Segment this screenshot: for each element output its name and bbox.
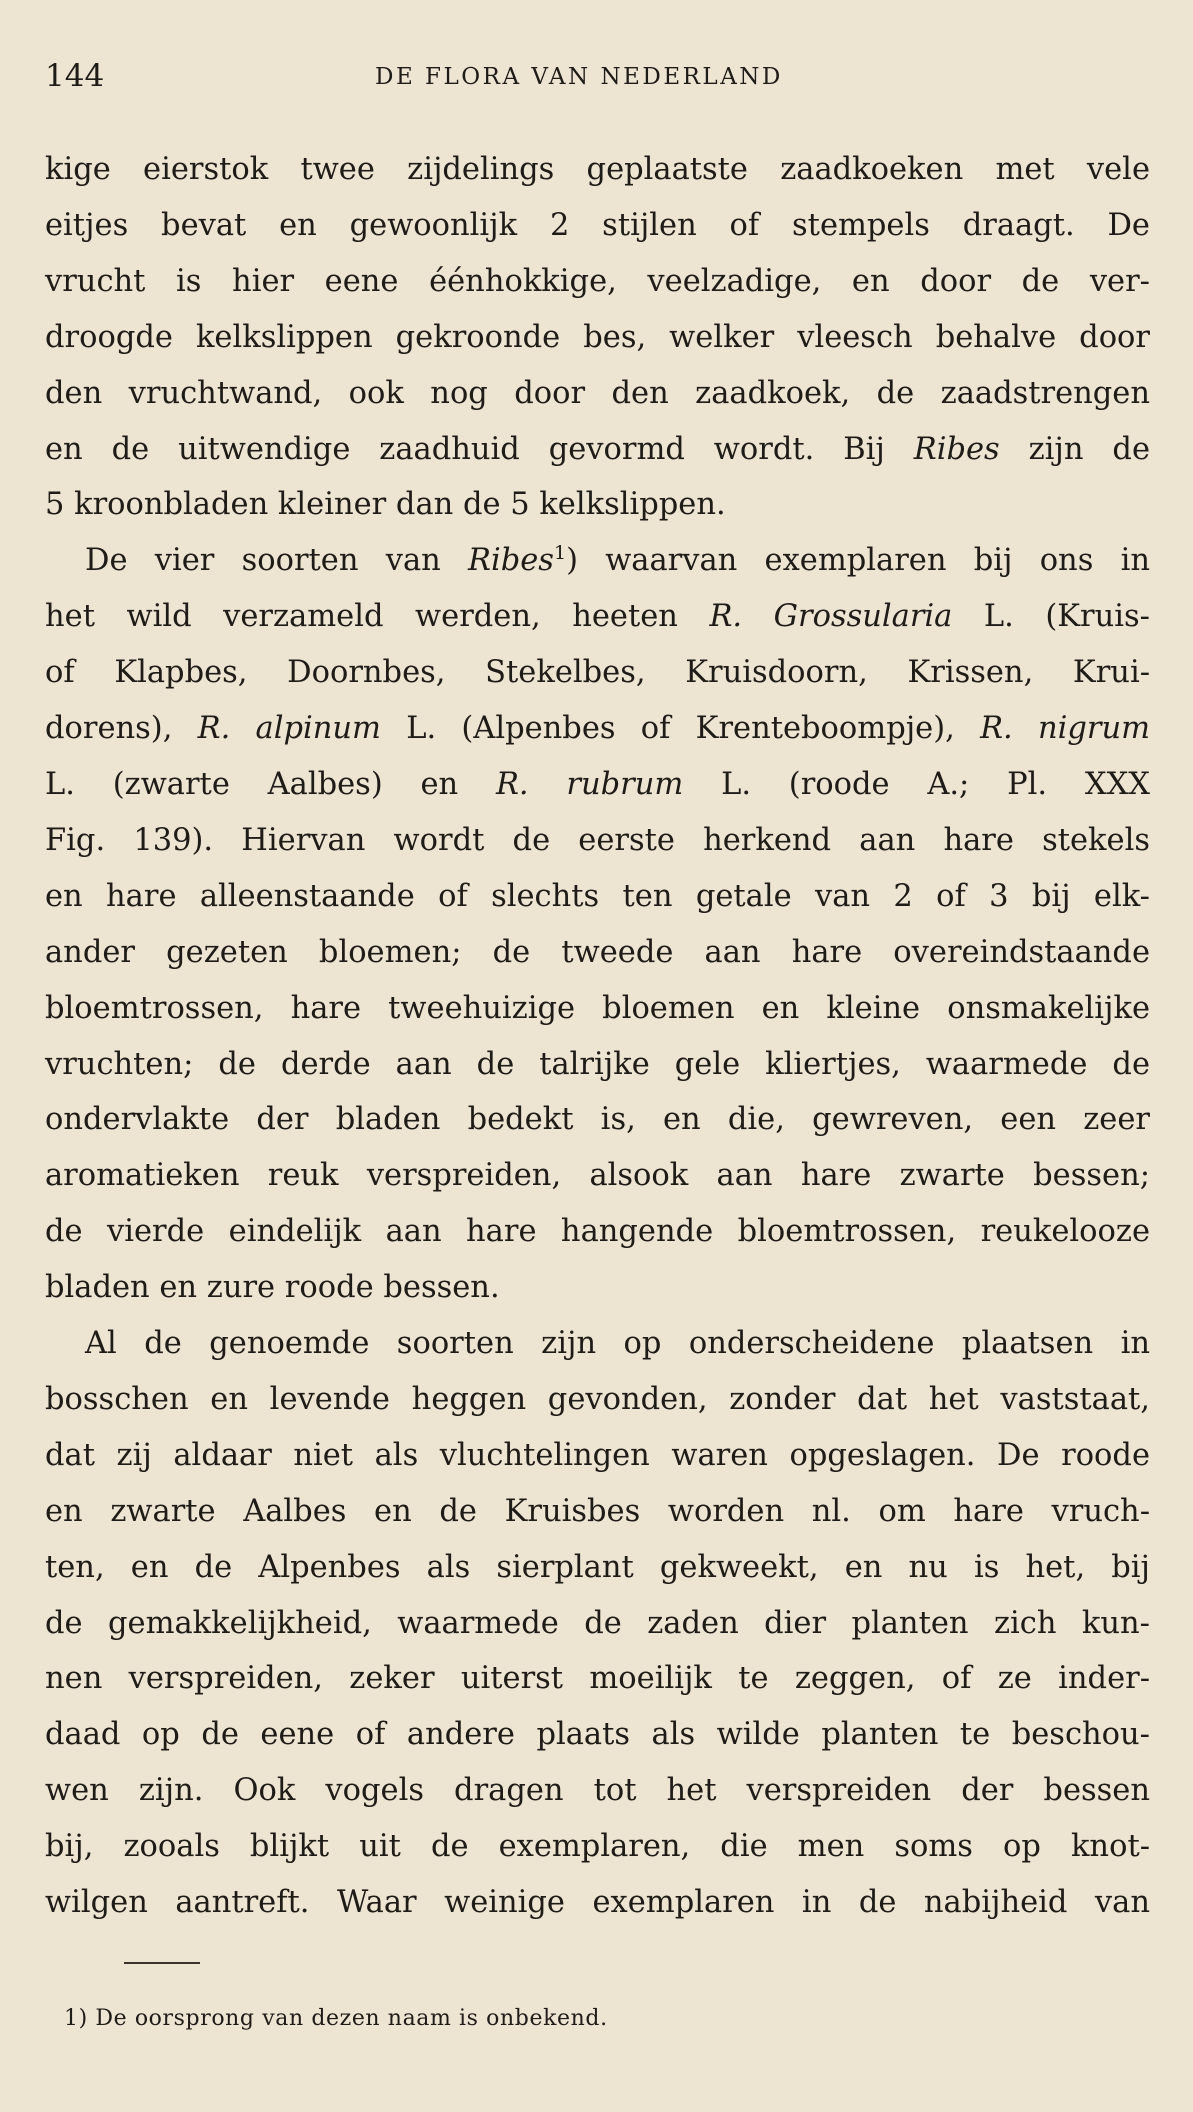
text-line: eitjes bevat en gewoonlijk 2 stijlen of stempels draagt. De — [45, 207, 1150, 243]
text-line: ander gezeten bloemen; de tweede aan hare overeindstaande — [45, 934, 1150, 970]
body-text — [45, 142, 1150, 1931]
text-line: wilgen aantreft. Waar weinige exemplaren in de nabijheid van — [45, 1885, 1150, 1921]
text-line: ten, en de Alpenbes als sierplant gekweekt, en nu is het, bij — [45, 1549, 1150, 1585]
text-line: kige eierstok twee zijdelings geplaatste zaadkoeken met vele — [45, 152, 1150, 187]
italic-taxon: R. alpinum — [197, 711, 381, 747]
page-number: 144 — [45, 58, 105, 94]
page-header — [45, 56, 1150, 106]
text-line: daad op de eene of andere plaats als wilde planten te beschou- — [45, 1717, 1150, 1753]
text-line: bosschen en levende heggen gevonden, zonder dat het vaststaat, — [45, 1381, 1150, 1417]
text-line: den vruchtwand, ook nog door den zaadkoek, de zaadstrengen — [45, 375, 1150, 411]
text-line: en zwarte Aalbes en de Kruisbes worden nl. om hare vruch- — [45, 1493, 1150, 1529]
italic-taxon: Ribes — [913, 431, 1000, 467]
footnote-text: De oorsprong van dezen naam is onbekend. — [95, 2006, 608, 2031]
text-line: nen verspreiden, zeker uiterst moeilijk te zeggen, of ze inder- — [45, 1661, 1150, 1697]
footnote-divider — [124, 1962, 200, 1964]
italic-taxon: R. nigrum — [980, 711, 1151, 747]
italic-taxon: R. Grossularia — [709, 599, 953, 635]
text-line: en de uitwendige zaadhuid gevormd wordt. Bij Ribes zijn de — [45, 431, 1151, 467]
text-line: en hare alleenstaande of slechts ten getale van 2 of 3 bij elk- — [45, 878, 1150, 914]
text-line: aromatieken reuk verspreiden, alsook aan hare zwarte bessen; — [45, 1158, 1150, 1194]
footnote-marker: 1) — [64, 2006, 88, 2031]
text-line: vrucht is hier eene éénhokkige, veelzadige, en door de ver- — [45, 263, 1150, 299]
text-line: bij, zooals blijkt uit de exemplaren, die men soms op knot- — [45, 1829, 1150, 1865]
running-head: DE FLORA VAN NEDERLAND — [375, 64, 783, 90]
text-line: Fig. 139). Hiervan wordt de eerste herkend aan hare stekels — [45, 822, 1150, 858]
text-line: de vierde eindelijk aan hare hangende bloemtrossen, reukelooze — [45, 1214, 1150, 1250]
text-line: het wild verzameld werden, heeten R. Grossularia L. (Kruis- — [45, 599, 1150, 635]
text-line: dat zij aldaar niet als vluchtelingen waren opgeslagen. De roode — [45, 1437, 1150, 1473]
text-line: De vier soorten van Ribes$^1$) waarvan exemplaren bij ons in — [85, 542, 1150, 579]
italic-taxon: Ribes — [468, 543, 554, 579]
text-line: ondervlakte der bladen bedekt is, en die, gewreven, een zeer — [45, 1102, 1150, 1138]
italic-taxon: R. rubrum — [495, 766, 684, 802]
text-line: droogde kelkslippen gekroonde bes, welker vleesch behalve door — [45, 319, 1150, 355]
text-line: of Klapbes, Doornbes, Stekelbes, Kruisdoorn, Krissen, Krui- — [45, 655, 1150, 691]
footnote — [64, 2002, 608, 2036]
text-line: dorens), R. alpinum L. (Alpenbes of Krenteboompje), R. nigrum — [45, 711, 1151, 747]
text-line: vruchten; de derde aan de talrijke gele kliertjes, waarmede de — [45, 1046, 1150, 1082]
text-line: L. (zwarte Aalbes) en R. rubrum L. (roode A.; Pl. XXX — [45, 766, 1150, 802]
footnote-ref: 1 — [553, 542, 567, 565]
text-line: 5 kroonbladen kleiner dan de 5 kelkslippen. — [45, 487, 726, 523]
text-line: Al de genoemde soorten zijn op onderscheidene plaatsen in — [85, 1326, 1150, 1362]
text-line: bloemtrossen, hare tweehuizige bloemen en kleine onsmakelijke — [45, 990, 1150, 1026]
text-line: wen zijn. Ook vogels dragen tot het verspreiden der bessen — [45, 1773, 1150, 1809]
text-line: bladen en zure roode bessen. — [45, 1270, 500, 1306]
text-line: de gemakkelijkheid, waarmede de zaden dier planten zich kun- — [45, 1605, 1150, 1641]
